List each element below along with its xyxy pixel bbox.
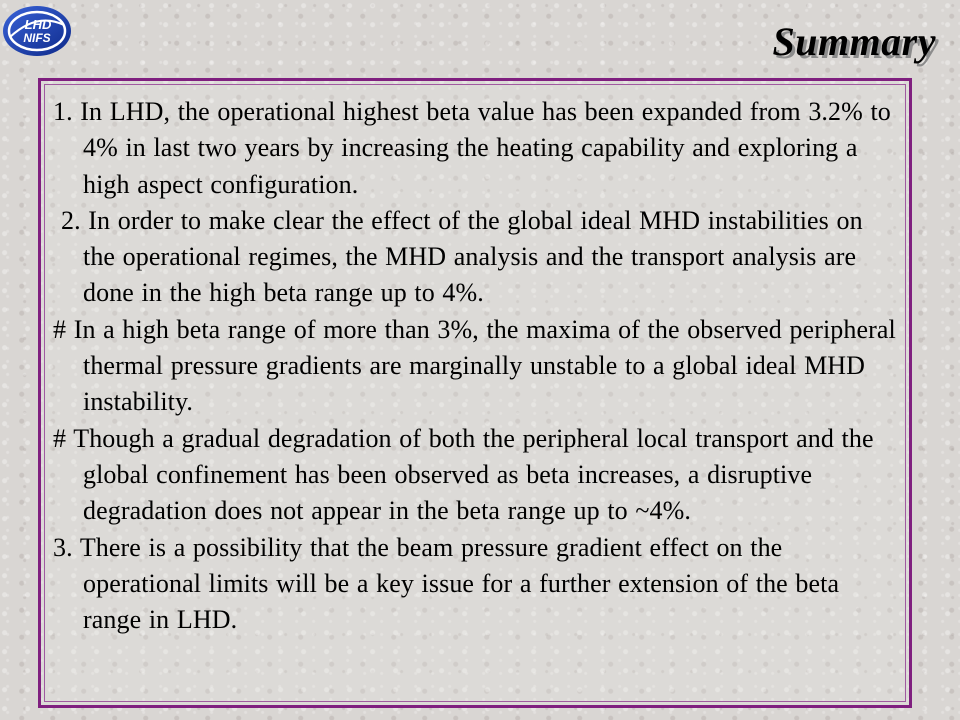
logo-text-nifs: NIFS (23, 31, 51, 45)
logo-text-lhd: LHD (24, 17, 52, 32)
summary-item-3: # In a high beta range of more than 3%, the maxima of the observed peripheral thermal pressure gradients are marginally unstable to a global ideal MHD instability. (53, 314, 896, 417)
summary-item-5: 3. There is a possibility that the beam pressure gradient effect on the operational limits will be a key issue for a further extension of the beta range in LHD. (53, 532, 840, 635)
summary-panel (38, 78, 912, 708)
summary-content (53, 94, 897, 638)
summary-item-2: 2. In order to make clear the effect of the global ideal MHD instabilities on the operational regimes, the MHD analysis and the transport analysis are done in the high beta range up to 4%. (61, 205, 863, 308)
summary-item-1: 1. In LHD, the operational highest beta value has been expanded from 3.2% to 4% in last two years by increasing the heating capability and exploring a high aspect configuration. (53, 97, 891, 199)
summary-item-4: # Though a gradual degradation of both the peripheral local transport and the global confinement has been observed as beta increases, a disruptive degradation does not appear in the beta range up to ~4%. (53, 423, 874, 526)
page-title: Summary (772, 19, 936, 64)
lhd-nifs-logo (0, 2, 74, 58)
